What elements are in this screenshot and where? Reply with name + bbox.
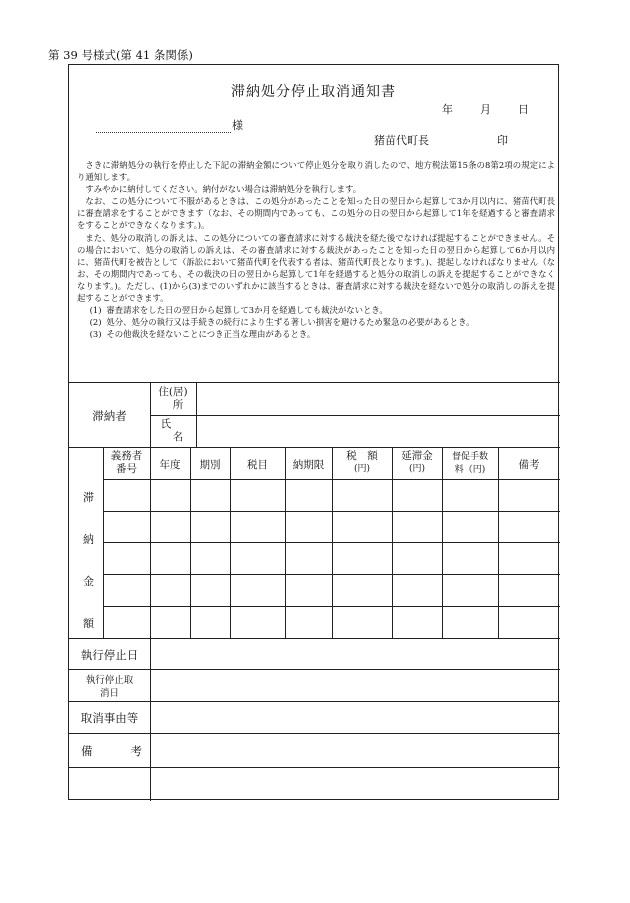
cancel-date-label: 執行停止取 消日 — [85, 675, 134, 699]
grid-line — [69, 638, 560, 639]
grid-line — [69, 733, 560, 734]
remarks-label: 備 考 — [81, 744, 142, 758]
form-number: 第 39 号様式(第 41 条関係) — [48, 48, 193, 62]
column-header-dunning-fee: 督促手数 料（円) — [451, 452, 488, 475]
arrears-amount-label: 納 — [83, 533, 94, 546]
notice-form — [68, 64, 559, 800]
column-header-tax-item: 税目 — [247, 459, 268, 471]
column-header-delinquency: 延滞金 (円) — [401, 450, 433, 474]
column-header-obligor-no: 義務者 番号 — [110, 450, 143, 475]
exception-list — [77, 304, 555, 340]
grid-line — [69, 767, 560, 768]
date-line — [442, 101, 529, 117]
notice-body — [77, 159, 555, 340]
exception-item: (3) その他裁決を経ないことにつき正当な理由があるとき。 — [89, 329, 316, 340]
grid-line — [69, 382, 560, 383]
grid-line — [69, 447, 560, 448]
taxpayer-label: 滞納者 — [92, 409, 127, 423]
addressee-name-blank — [96, 123, 231, 133]
date-day: 日 — [518, 103, 529, 116]
addressee-suffix: 様 — [232, 119, 243, 132]
grid-line — [69, 701, 560, 702]
column-header-remarks: 備考 — [518, 459, 540, 471]
arrears-amount-label: 滞 — [83, 491, 94, 504]
grid-line — [230, 447, 231, 638]
grid-line — [69, 669, 560, 670]
document-title: 滞納処分停止取消通知書 — [231, 84, 396, 100]
body-paragraph: さきに滞納処分の執行を停止した下記の滞納金額について停止処分を取り消したので、地方税法第15条の8第2項の規定により通知します。 — [77, 160, 555, 183]
address-label: 住(居) 所 — [158, 386, 188, 411]
grid-line — [196, 382, 197, 447]
body-paragraph: なお、この処分について不服があるときは、この処分があったことを知った日の翌日から起算して3か月以内に、猪苗代町長に審査請求をすることができます（なお、その期間内であっても、この処分の日の翌日から起算して1年を経過すると審査請求をすることができなくなります。)。 — [77, 196, 555, 231]
column-header-tax-amount: 税 額 (円) — [346, 450, 378, 474]
grid-line — [285, 447, 286, 638]
grid-line — [150, 447, 151, 638]
column-header-fiscal-year: 年度 — [159, 459, 181, 471]
body-paragraph: すみやかに納付してください。納付がない場合は滞納処分を執行します。 — [85, 184, 362, 195]
date-year: 年 — [442, 103, 453, 116]
body-paragraph: また、処分の取消しの訴えは、この処分についての審査請求に対する裁決を経た後でなければ提起することができません。その場合において、処分の取消しの訴えは、その審査請求に対する裁決があったことを知った日の翌日から起算して6か月以内に、猪苗代町を被告として（訴訟において猪苗代町を代表する者は、猪苗代町長となります。)、提起しなければなりません（なお、その期間内であっても、その裁決の日の翌日から起算して1年を経過すると処分の取消しの訴えを提起することができなくなります。)。ただし、(1)から(3)までのいずれかに該当するときは、審査請求に対する裁決を経ないで処分の取消しの訴えを提起することができます。 — [77, 232, 555, 304]
suspension-date-label: 執行停止日 — [80, 648, 139, 662]
exception-item: (2) 処分、処分の執行又は手続きの続行により生ずる著しい損害を避けるため緊急の必要があるとき。 — [89, 317, 475, 328]
arrears-amount-label: 金 — [83, 575, 94, 588]
issuer: 猪苗代町長 — [374, 134, 429, 147]
name-label: 氏 名 — [160, 418, 184, 443]
grid-line — [190, 447, 191, 638]
column-header-due-date: 納期限 — [292, 459, 325, 471]
exception-item: (1) 審査請求をした日の翌日から起算して3か月を経過しても裁決がないとき。 — [89, 305, 388, 316]
date-month: 月 — [480, 103, 491, 116]
grid-line — [150, 415, 560, 416]
arrears-amount-label: 額 — [83, 617, 94, 630]
seal-mark: 印 — [497, 134, 508, 147]
grid-line — [498, 447, 499, 638]
grid-line — [150, 638, 151, 801]
column-header-period: 期別 — [199, 459, 221, 471]
cancel-reason-label: 取消事由等 — [80, 711, 139, 725]
addressee-line — [96, 117, 243, 133]
